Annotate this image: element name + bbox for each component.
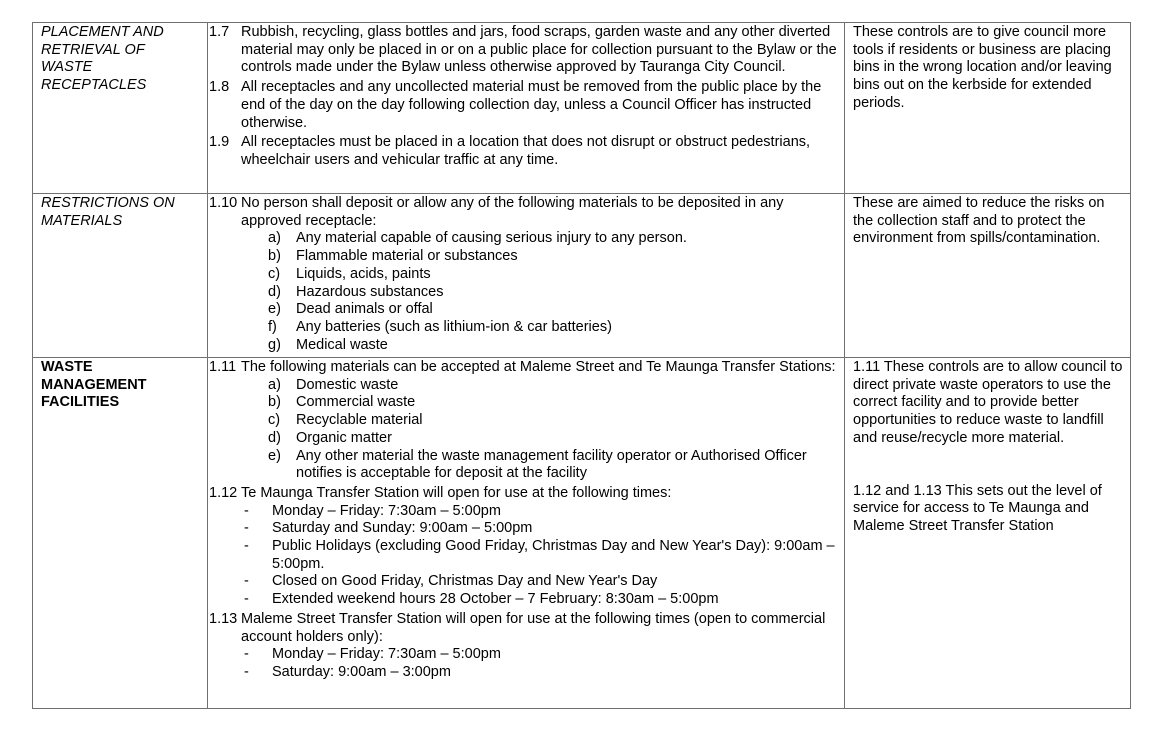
clause — [209, 24, 841, 77]
clause-text: The following materials can be accepted at Maleme Street and Te Maunga Transfer Stations: — [241, 359, 836, 375]
list-item — [209, 266, 841, 284]
item-dash: - — [244, 538, 249, 555]
list-item — [209, 591, 841, 609]
list-item — [209, 573, 841, 591]
item-text: Extended weekend hours 28 October – 7 February: 8:30am – 5:00pm — [272, 591, 719, 608]
item-letter: e) — [268, 301, 281, 318]
comment-text: These are aimed to reduce the risks on the collection staff and to protect the environment from spills/contamination. — [853, 195, 1105, 247]
item-text: Monday – Friday: 7:30am – 5:00pm — [272, 502, 501, 519]
comment-text: 1.12 and 1.13 This sets out the level of service for access to Te Maunga and Maleme Street Transfer Station — [853, 482, 1102, 534]
item-text: Commercial waste — [296, 394, 416, 411]
item-letter: a) — [268, 230, 281, 247]
item-text: Any other material the waste management facility operator or Authorised Officer notifies is acceptable for deposit at the facility — [296, 447, 807, 482]
item-dash: - — [244, 591, 249, 608]
item-text: Recyclable material — [296, 412, 423, 429]
item-letter: c) — [268, 265, 281, 282]
item-letter: g) — [268, 336, 281, 353]
item-text: Closed on Good Friday, Christmas Day and New Year's Day — [272, 573, 658, 590]
list-item — [209, 448, 841, 483]
clause — [209, 195, 841, 230]
list-item — [209, 538, 841, 573]
item-text: Any batteries (such as lithium-ion & car batteries) — [296, 318, 612, 335]
item-text: Liquids, acids, paints — [296, 265, 431, 282]
list-item — [209, 377, 841, 395]
list-item — [209, 430, 841, 448]
clause-number: 1.11 — [209, 359, 237, 375]
item-text: Dead animals or offal — [296, 301, 433, 318]
clause-number: 1.7 — [209, 24, 230, 40]
list-item — [209, 284, 841, 302]
clause-text: No person shall deposit or allow any of the following materials to be deposited in any approved receptacle: — [241, 195, 784, 229]
item-dash: - — [244, 502, 249, 519]
section-title-cell — [33, 194, 208, 358]
list-item — [209, 664, 841, 682]
clause-text: Maleme Street Transfer Station will open for use at the following times (open to commercial account holders only): — [241, 610, 826, 645]
section-title: RESTRICTIONS ON MATERIALS — [41, 195, 175, 229]
clause — [209, 79, 841, 132]
list-item — [209, 248, 841, 266]
item-letter: b) — [268, 248, 281, 265]
item-letter: b) — [268, 394, 281, 411]
item-letter: c) — [268, 412, 281, 429]
item-letter: a) — [268, 376, 281, 393]
item-text: Domestic waste — [296, 376, 399, 393]
item-dash: - — [244, 646, 249, 663]
item-text: Public Holidays (excluding Good Friday, Christmas Day and New Year's Day): 9:00am – 5:00pm. — [272, 538, 835, 572]
bylaw-controls-table — [32, 22, 1131, 709]
clause-text: Rubbish, recycling, glass bottles and jars, food scraps, garden waste and any other diverted material may only be placed in or on a public place for collection pursuant to the Bylaw or the controls made under the Bylaw unless otherwise approved by Tauranga City Council. — [241, 24, 837, 76]
item-letter: e) — [268, 447, 281, 464]
clause-number: 1.12 — [209, 484, 238, 501]
item-text: Organic matter — [296, 429, 392, 446]
section-title: PLACEMENT AND RETRIEVAL OF WASTE RECEPTACLES — [41, 24, 164, 94]
comment-text: These controls are to give council more tools if residents or business are placing bins in the wrong location and/or leaving bins out on the kerbside for extended periods. — [853, 24, 1112, 111]
item-letter: f) — [268, 318, 277, 335]
clause — [209, 485, 841, 503]
clause — [209, 359, 841, 377]
item-text: Any material capable of causing serious injury to any person. — [296, 230, 687, 247]
item-dash: - — [244, 573, 249, 590]
section-title-cell — [33, 23, 208, 194]
item-dash: - — [244, 663, 249, 680]
table-row — [33, 358, 1131, 709]
list-item — [209, 520, 841, 538]
section-title-cell — [33, 358, 208, 709]
clause-text: All receptacles and any uncollected material must be removed from the public place by the end of the day on the day following collection day, unless a Council Officer has instructed otherwise. — [241, 79, 822, 131]
clause-text: Te Maunga Transfer Station will open for use at the following times: — [241, 484, 672, 501]
list-item — [209, 230, 841, 248]
item-letter: d) — [268, 283, 281, 300]
clause — [209, 134, 841, 169]
table-row — [33, 23, 1131, 194]
clause-cell — [208, 358, 845, 709]
clause-number: 1.10 — [209, 195, 238, 211]
list-item — [209, 412, 841, 430]
list-item — [209, 503, 841, 521]
list-item — [209, 319, 841, 337]
item-letter: d) — [268, 429, 281, 446]
item-text: Flammable material or substances — [296, 248, 518, 265]
table-row — [33, 194, 1131, 358]
comment-cell — [845, 358, 1131, 709]
clause-number: 1.9 — [209, 134, 230, 151]
item-text: Monday – Friday: 7:30am – 5:00pm — [272, 646, 501, 663]
clause-text: All receptacles must be placed in a location that does not disrupt or obstruct pedestrians, wheelchair users and vehicular traffic at any time. — [241, 134, 811, 168]
section-title: WASTE MANAGEMENT FACILITIES — [41, 359, 147, 411]
comment-cell — [845, 194, 1131, 358]
comment-cell — [845, 23, 1131, 194]
item-text: Saturday and Sunday: 9:00am – 5:00pm — [272, 520, 533, 537]
item-text: Hazardous substances — [296, 283, 444, 300]
list-item — [209, 337, 841, 355]
clause-cell — [208, 194, 845, 358]
clause-cell — [208, 23, 845, 194]
item-text: Saturday: 9:00am – 3:00pm — [272, 663, 451, 680]
list-item — [209, 394, 841, 412]
item-text: Medical waste — [296, 336, 388, 353]
clause-number: 1.8 — [209, 79, 230, 96]
item-dash: - — [244, 520, 249, 537]
comment-text: 1.11 These controls are to allow council to direct private waste operators to use the correct facility and to provide better opportunities to reduce waste to landfill and reuse/recycle more material. — [853, 359, 1123, 446]
clause — [209, 611, 841, 646]
clause-number: 1.13 — [209, 610, 238, 627]
list-item — [209, 301, 841, 319]
list-item — [209, 646, 841, 664]
